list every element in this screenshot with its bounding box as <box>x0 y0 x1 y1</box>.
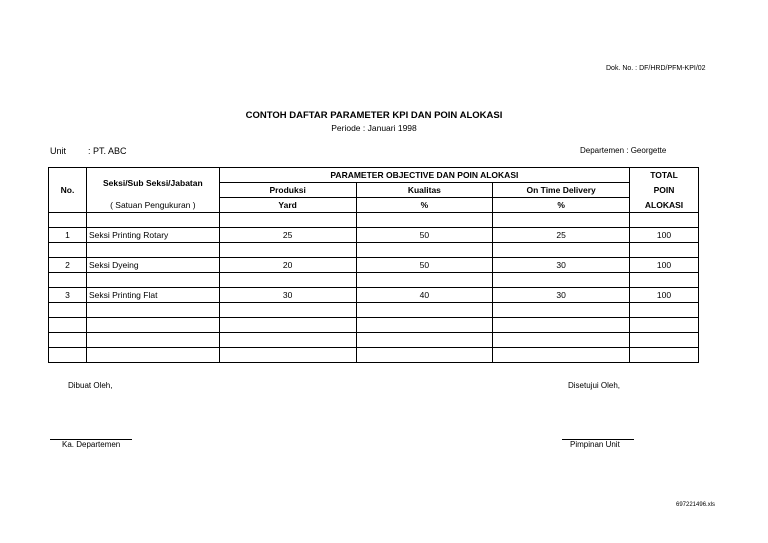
table-row <box>49 288 699 303</box>
row-total: 100 <box>630 228 699 243</box>
row-no: 2 <box>49 258 87 273</box>
row-section: Seksi Dyeing <box>86 258 219 273</box>
row-otd: 30 <box>493 288 630 303</box>
row-total: 100 <box>630 258 699 273</box>
table-row <box>49 258 699 273</box>
signature-line-unit-head <box>562 439 634 449</box>
row-kualitas: 40 <box>356 288 493 303</box>
unit-head-label: Pimpinan Unit <box>570 440 620 449</box>
row-produksi: 20 <box>219 258 356 273</box>
table-row <box>49 333 699 348</box>
header-param-otd: On Time Delivery <box>493 183 630 198</box>
row-kualitas: 50 <box>356 258 493 273</box>
row-produksi: 25 <box>219 228 356 243</box>
table-row <box>49 213 699 228</box>
table-row <box>49 243 699 258</box>
table-row <box>49 273 699 288</box>
department-label: Departemen : Georgette <box>580 146 667 155</box>
row-section: Seksi Printing Flat <box>86 288 219 303</box>
header-unit-produksi: Yard <box>219 198 356 213</box>
row-otd: 30 <box>493 258 630 273</box>
header-unit-of-measure: ( Satuan Pengukuran ) <box>86 198 219 213</box>
row-otd: 25 <box>493 228 630 243</box>
header-section: Seksi/Sub Seksi/Jabatan <box>86 168 219 198</box>
made-by-label: Dibuat Oleh, <box>68 381 113 390</box>
file-name: 697221496.xls <box>676 502 716 508</box>
approved-by-label: Disetujui Oleh, <box>568 381 621 390</box>
kpi-table <box>48 167 699 363</box>
header-total-line-3: ALOKASI <box>630 198 699 213</box>
header-total-line-1: TOTAL <box>630 168 699 183</box>
table-row <box>49 303 699 318</box>
row-section: Seksi Printing Rotary <box>86 228 219 243</box>
header-param-produksi: Produksi <box>219 183 356 198</box>
header-unit-kualitas: % <box>356 198 493 213</box>
table-row <box>49 348 699 363</box>
document-title: CONTOH DAFTAR PARAMETER KPI DAN POIN ALOKASI <box>245 110 503 121</box>
department-head-label: Ka. Departemen <box>62 440 121 449</box>
header-unit-otd: % <box>493 198 630 213</box>
row-produksi: 30 <box>219 288 356 303</box>
header-total-line-2: POIN <box>630 183 699 198</box>
row-kualitas: 50 <box>356 228 493 243</box>
row-no: 1 <box>49 228 87 243</box>
period-label: Periode : Januari 1998 <box>331 123 417 133</box>
signature-line-department-head <box>50 439 132 449</box>
unit-label: Unit <box>50 146 67 156</box>
header-param-kualitas: Kualitas <box>356 183 493 198</box>
document-number: Dok. No. : DF/HRD/PFM-KPI/02 <box>606 65 706 72</box>
unit-value: : PT. ABC <box>88 146 127 156</box>
table-row <box>49 318 699 333</box>
row-total: 100 <box>630 288 699 303</box>
header-no: No. <box>49 168 87 213</box>
header-parameter-group: PARAMETER OBJECTIVE DAN POIN ALOKASI <box>219 168 629 183</box>
row-no: 3 <box>49 288 87 303</box>
table-row <box>49 228 699 243</box>
